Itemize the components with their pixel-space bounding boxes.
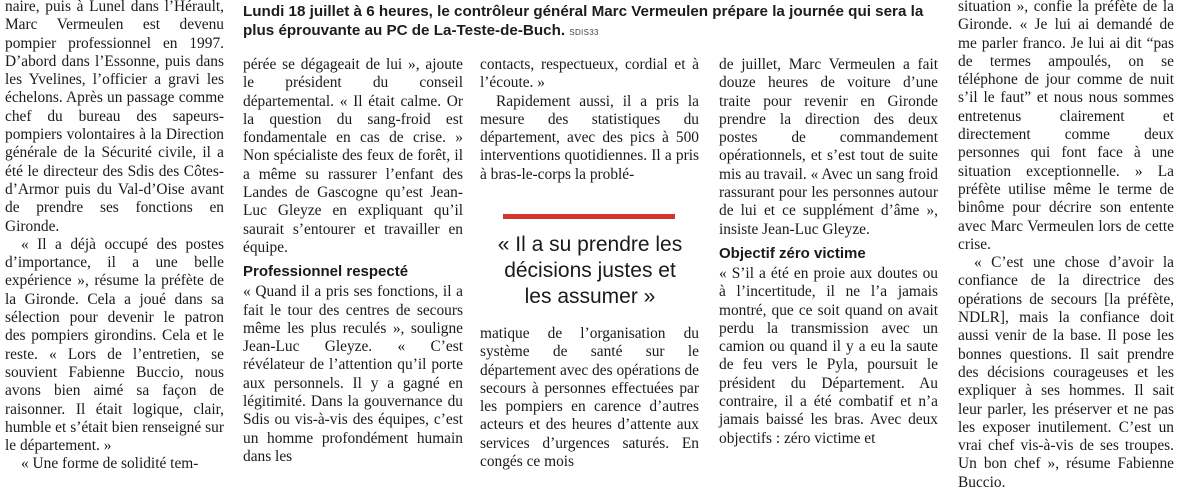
paragraph: situation », confie la préfète de la Gironde. « Je lui ai demandé de me parler franco. Je lui ai dit “pas de termes ampoulés, on se téléphone de jour comme de nuit s’il le faut” et nous nous sommes entretenus clairement et directement comme deux personnes qui font face à une situation exceptionnelle. » La préfète utilise même le terme de binôme pour décrire son entente avec Marc Vermeulen lors de cette crise. [958, 0, 1174, 253]
article-column-3-bottom [480, 325, 699, 471]
paragraph: « Une forme de solidité tem- [21, 455, 199, 473]
pull-quote-rule [503, 214, 675, 219]
pull-quote: « Il a su prendre les décisions justes et les assumer » [497, 233, 683, 308]
paragraph: naire, puis à Lunel dans l’Hérault, Marc Vermeulen est devenu pompier professionnel en 1997. D’abord dans l’Essonne, puis dans les Yvelines, l’officier a gravi les échelons. Après un passage comme chef du bureau des sapeurs-pompiers volontaires à la Direction générale de la Sécurité civile, il a été le directeur des Sdis des Côtes-d’Armor puis du Val-d’Oise avant de prendre ses fonctions en Gironde. [5, 0, 224, 235]
caption-text: Lundi 18 juillet à 6 heures, le contrôleur général Marc Vermeulen prépare la journée qui sera la plus éprouvante au PC de La-Teste-de-Buch. [243, 3, 924, 39]
paragraph: contacts, respectueux, cordial et à l’écoute. » [480, 56, 699, 92]
article-column-1 [5, 0, 224, 474]
article-column-4 [719, 56, 938, 448]
article-column-3-top [480, 56, 699, 184]
paragraph: « S’il a été en proie aux doutes ou à l’incertitude, il ne l’a jamais montré, que ce soit quand on avait perdu la transmission avec un camion ou quand il y a eu la saute de feu vers le Pyla, poursuit le président du Département. Au contraire, il a été combatif et n’a jamais baissé les bras. Avec deux objectifs : zéro victime et [719, 264, 938, 447]
paragraph: « Il a déjà occupé des postes d’importance, il a une belle expérience », résume la préfète de la Gironde. Cela a joué dans sa sélection pour devenir le patron des pompiers girondins. Cela et le reste. « Lors de l’entretien, se souvient Fabienne Buccio, nous avons bien aimé sa façon de raisonner. Il était logique, clair, humble et s’était bien renseigné sur le département. » [5, 235, 224, 455]
paragraph: pérée se dégageait de lui », ajoute le président du conseil départemental. « Il était calme. Or la question du sang-froid est fondamentale en cas de crise. » Non spécialiste des feux de forêt, il a même su rassurer l’enfant des Landes de Gascogne qu’est Jean-Luc Gleyze en expliquant qu’il saurait s’entourer et travailler en équipe. [243, 56, 463, 256]
article-column-5 [958, 0, 1174, 492]
photo-caption [243, 2, 943, 42]
subheading: Objectif zéro victime [719, 244, 866, 262]
paragraph: matique de l’organisation du système de santé sur le département avec des opérations de secours à personnes effectuées par les pompiers en carence d’autres acteurs et des heures d’attente aux services d’urgences saturés. En congés ce mois [480, 325, 699, 471]
article-column-2 [243, 56, 463, 466]
photo-credit: SDIS33 [569, 28, 599, 37]
paragraph: de juillet, Marc Vermeulen a fait douze heures de voiture d’une traite pour revenir en Gironde prendre la direction des deux postes de commandement opérationnels, et s’est tout de suite mis au travail. « Avec un sang froid rassurant pour les personnes autour de lui et ce supplément d’âme », insiste Jean-Luc Gleyze. [719, 56, 938, 238]
paragraph: « C’est une chose d’avoir la confiance de la directrice des opérations de secours [la préfète, NDLR], mais la confiance doit aussi venir de la base. Il pose les bonnes questions. Il sait prendre des décisions courageuses et les expliquer à ses hommes. Il sait leur parler, les préserver et ne pas les exposer inutilement. C’est un vrai chef vis-à-vis de ses troupes. Un bon chef », résume Fabienne Buccio. [958, 254, 1174, 491]
paragraph: Rapidement aussi, il a pris la mesure des statistiques du département, avec des pics à 500 interventions quotidiennes. Il a pris à bras-le-corps la problé- [480, 92, 699, 183]
paragraph: « Quand il a pris ses fonctions, il a fait le tour des centres de secours même les plus reculés », souligne Jean-Luc Gleyze. « C’est révélateur de l’attention qu’il porte aux personnels. Il y a gagné en légitimité. Dans la gouvernance du Sdis ou vis-à-vis des équipes, c’est un homme profondément humain dans les [243, 283, 463, 465]
subheading: Professionnel respecté [243, 263, 409, 281]
